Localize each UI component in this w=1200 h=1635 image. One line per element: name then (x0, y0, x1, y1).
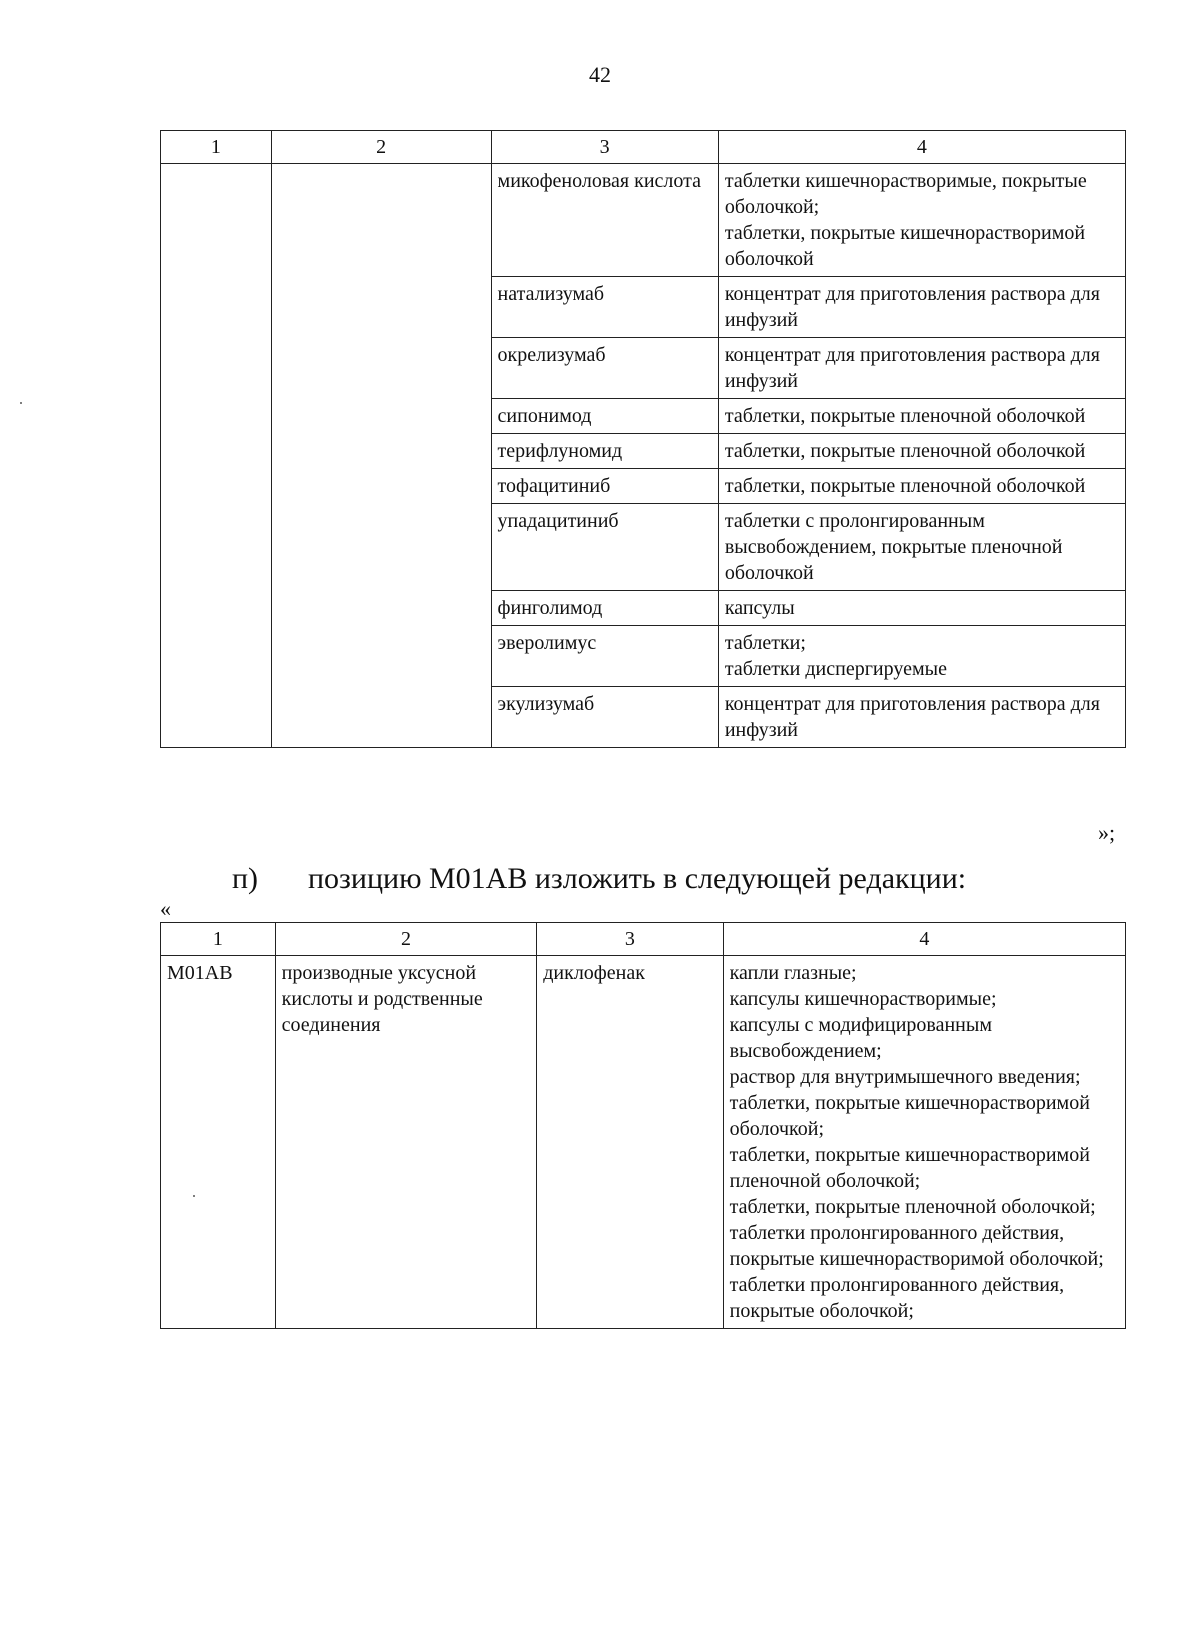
dosage-form-line: таблетки кишечнорастворимые, покрытые оболочкой; (724, 170, 1087, 218)
dosage-form-line: капли глазные; (729, 962, 857, 984)
instruction-text: позицию М01АВ изложить в следующей редакции: (308, 862, 967, 895)
drug-name-cell: диклофенак (537, 956, 723, 1329)
table-header-row (161, 131, 1126, 164)
dosage-form-cell: концентрат для приготовления раствора для инфузий (718, 338, 1125, 399)
item-marker: п) (232, 862, 259, 895)
dosage-form-cell: концентрат для приготовления раствора для инфузий (718, 277, 1125, 338)
header-col-2: 2 (271, 131, 491, 164)
drug-table-m01ab (160, 922, 1126, 1329)
empty-group-cell (271, 164, 491, 748)
drug-name-cell: окрелизумаб (491, 338, 718, 399)
amendment-instruction (232, 862, 966, 896)
dosage-form-line: таблетки, покрытые кишечнорастворимой оболочкой (724, 222, 1086, 270)
dosage-form-line: раствор для внутримышечного введения; (729, 1066, 1081, 1088)
dosage-form-cell: концентрат для приготовления раствора для инфузий (718, 687, 1125, 748)
pharmacological-group-cell: производные уксусной кислоты и родственные соединения (275, 956, 537, 1329)
table-row (161, 956, 1126, 1329)
dosage-form-cell (718, 626, 1125, 687)
dosage-form-line: таблетки пролонгированного действия, покрытые кишечнорастворимой оболочкой; (729, 1222, 1104, 1270)
dosage-form-line: таблетки; (724, 632, 806, 654)
drug-name-cell: эверолимус (491, 626, 718, 687)
drug-name-cell: финголимод (491, 591, 718, 626)
opening-quote: « (160, 896, 171, 921)
scan-speck (193, 1195, 195, 1197)
page-number: 42 (589, 62, 611, 87)
dosage-form-cell: капсулы (718, 591, 1125, 626)
drug-name-cell: терифлуномид (491, 434, 718, 469)
dosage-form-line: капсулы кишечнорастворимые; (729, 988, 997, 1010)
header-col-4: 4 (718, 131, 1125, 164)
scan-speck (20, 402, 22, 404)
header-col-1: 1 (161, 131, 272, 164)
drug-name-cell: тофацитиниб (491, 469, 718, 504)
dosage-form-cell: таблетки с пролонгированным высвобождением, покрытые пленочной оболочкой (718, 504, 1125, 591)
header-col-4: 4 (723, 923, 1125, 956)
drug-name-cell: экулизумаб (491, 687, 718, 748)
table-header-row (161, 923, 1126, 956)
empty-atc-code-cell (161, 164, 272, 748)
dosage-form-cell: таблетки, покрытые пленочной оболочкой (718, 399, 1125, 434)
dosage-form-cell: таблетки, покрытые пленочной оболочкой (718, 434, 1125, 469)
table-row (161, 164, 1126, 277)
dosage-form-line: капсулы с модифицированным высвобождением; (729, 1014, 992, 1062)
header-col-3: 3 (537, 923, 723, 956)
dosage-form-line: таблетки пролонгированного действия, покрытые оболочкой; (729, 1274, 1065, 1322)
dosage-form-line: таблетки, покрытые кишечнорастворимой пленочной оболочкой; (729, 1144, 1090, 1192)
drug-name-cell: натализумаб (491, 277, 718, 338)
dosage-form-cell (723, 956, 1125, 1329)
header-col-2: 2 (275, 923, 537, 956)
atc-code-cell: М01АВ (161, 956, 276, 1329)
dosage-form-cell: таблетки, покрытые пленочной оболочкой (718, 469, 1125, 504)
dosage-form-line: таблетки, покрытые пленочной оболочкой; (729, 1196, 1096, 1218)
closing-quote: »; (1098, 820, 1116, 845)
dosage-form-line: таблетки, покрытые кишечнорастворимой оболочкой; (729, 1092, 1090, 1140)
drug-table-continuation (160, 130, 1126, 748)
dosage-form-line: таблетки диспергируемые (724, 658, 947, 680)
dosage-form-cell (718, 164, 1125, 277)
header-col-3: 3 (491, 131, 718, 164)
drug-name-cell: сипонимод (491, 399, 718, 434)
drug-name-cell: упадацитиниб (491, 504, 718, 591)
drug-name-cell: микофеноловая кислота (491, 164, 718, 277)
header-col-1: 1 (161, 923, 276, 956)
